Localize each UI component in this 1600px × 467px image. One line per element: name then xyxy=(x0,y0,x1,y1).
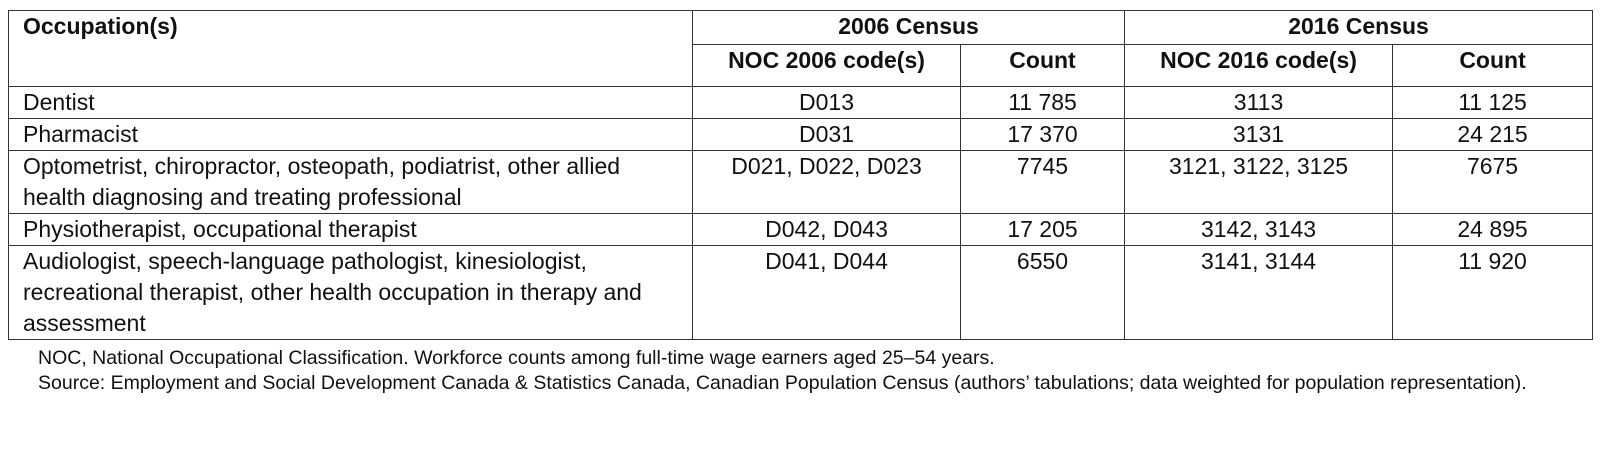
noc-2006-code-cell: D041, D044 xyxy=(693,246,961,340)
noc-2016-code-cell: 3121, 3122, 3125 xyxy=(1125,151,1393,214)
noc-2006-code-cell: D031 xyxy=(693,119,961,151)
noc-2006-code-cell: D021, D022, D023 xyxy=(693,151,961,214)
header-count-2006: Count xyxy=(961,45,1125,87)
noc-2016-code-cell: 3131 xyxy=(1125,119,1393,151)
table-footnotes xyxy=(38,346,1592,396)
header-occupation: Occupation(s) xyxy=(9,11,693,87)
occupation-cell: Pharmacist xyxy=(9,119,693,151)
count-2016-cell: 24 215 xyxy=(1393,119,1593,151)
count-2016-cell: 11 125 xyxy=(1393,87,1593,119)
noc-2016-code-cell: 3142, 3143 xyxy=(1125,214,1393,246)
noc-2016-code-cell: 3113 xyxy=(1125,87,1393,119)
count-2016-cell: 7675 xyxy=(1393,151,1593,214)
count-2016-cell: 24 895 xyxy=(1393,214,1593,246)
table-row xyxy=(9,151,1593,214)
table-row xyxy=(9,246,1593,340)
noc-2006-code-cell: D042, D043 xyxy=(693,214,961,246)
count-2006-cell: 11 785 xyxy=(961,87,1125,119)
noc-2006-code-cell: D013 xyxy=(693,87,961,119)
count-2006-cell: 17 370 xyxy=(961,119,1125,151)
census-table-figure xyxy=(8,10,1592,396)
header-count-2016: Count xyxy=(1393,45,1593,87)
table-row xyxy=(9,214,1593,246)
occupation-cell: Dentist xyxy=(9,87,693,119)
table-header-row-group xyxy=(9,11,1593,45)
header-2016-census: 2016 Census xyxy=(1125,11,1593,45)
noc-2016-code-cell: 3141, 3144 xyxy=(1125,246,1393,340)
occupation-cell: Physiotherapist, occupational therapist xyxy=(9,214,693,246)
occupation-cell: Audiologist, speech-language pathologist, kinesiologist, recreational therapist, other health occupation in therapy and assessment xyxy=(9,246,693,340)
table-row xyxy=(9,119,1593,151)
occupation-cell: Optometrist, chiropractor, osteopath, podiatrist, other allied health diagnosing and treating professional xyxy=(9,151,693,214)
source-note: Source: Employment and Social Development Canada & Statistics Canada, Canadian Population Census (authors’ tabulations; data weighted for population representation). xyxy=(38,372,1527,394)
header-2006-census: 2006 Census xyxy=(693,11,1125,45)
header-noc-2016-code: NOC 2016 code(s) xyxy=(1125,45,1393,87)
count-2006-cell: 17 205 xyxy=(961,214,1125,246)
abbreviation-note: NOC, National Occupational Classification. Workforce counts among full-time wage earners aged 25–54 years. xyxy=(38,347,995,369)
count-2006-cell: 7745 xyxy=(961,151,1125,214)
header-noc-2006-code: NOC 2006 code(s) xyxy=(693,45,961,87)
census-occupation-table xyxy=(8,10,1593,340)
count-2016-cell: 11 920 xyxy=(1393,246,1593,340)
count-2006-cell: 6550 xyxy=(961,246,1125,340)
table-row xyxy=(9,87,1593,119)
